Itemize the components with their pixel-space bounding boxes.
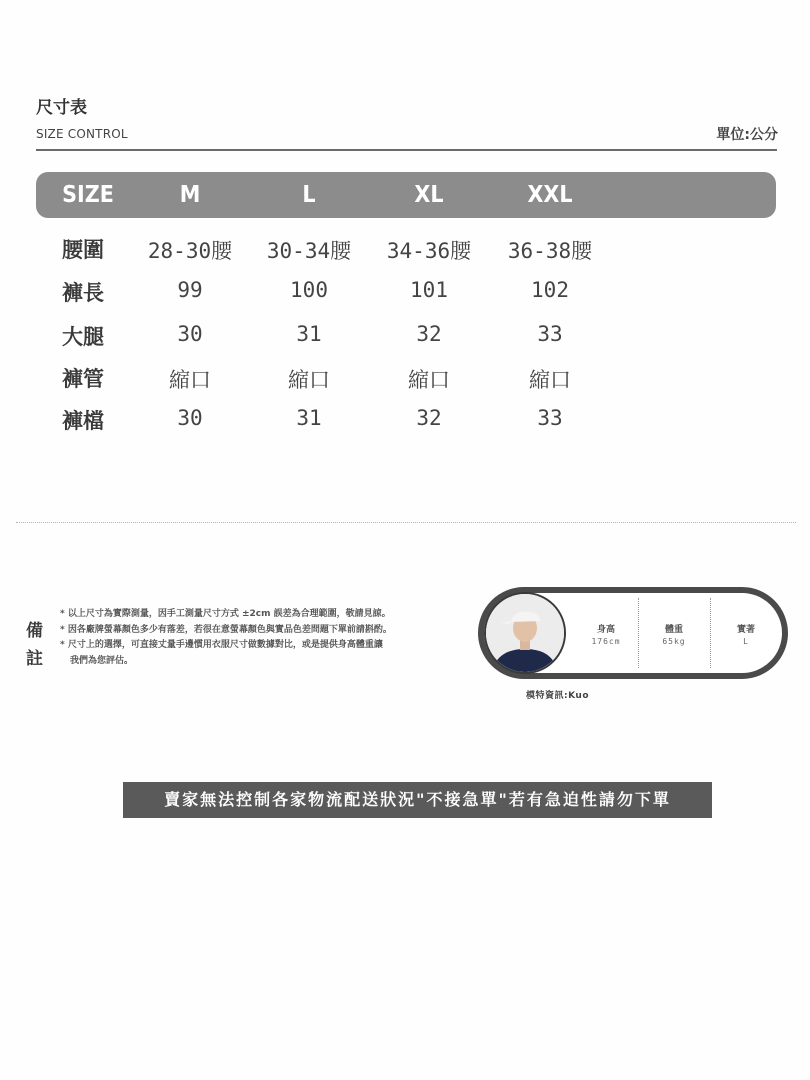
table-cell: 縮口 xyxy=(169,368,211,392)
height-label: 身高 xyxy=(596,625,615,635)
table-cell: 30-34腰 xyxy=(266,239,352,263)
model-photo-icon xyxy=(486,594,564,672)
row-label-thigh: 大腿 xyxy=(62,325,104,349)
header-cell-size: SIZE xyxy=(62,182,114,208)
table-cell: 28-30腰 xyxy=(147,239,233,263)
wear-value: L xyxy=(743,637,749,646)
table-cell: 99 xyxy=(177,278,203,302)
table-cell: 縮口 xyxy=(288,368,330,392)
note-line: * 尺寸上的選擇，可直接丈量手邊慣用衣服尺寸做數據對比，或是提供身高體重讓 xyxy=(60,640,383,650)
model-height xyxy=(573,622,639,646)
header-cell-xl: XL xyxy=(414,182,444,208)
table-cell: 100 xyxy=(290,278,328,302)
model-caption: 模特資訊:Kuo xyxy=(526,691,590,701)
weight-label: 體重 xyxy=(664,625,683,635)
table-cell: 32 xyxy=(416,322,442,346)
size-chart-subtitle: SIZE CONTROL xyxy=(36,127,128,141)
note-line: * 以上尺寸為實際測量，因手工測量尺寸方式 ±2cm 誤差為合理範圍，敬請見諒。 xyxy=(60,609,391,619)
size-chart-title: 尺寸表 xyxy=(36,98,87,118)
header-cell-l: L xyxy=(302,182,316,208)
weight-value: 65kg xyxy=(662,637,686,646)
table-cell: 34-36腰 xyxy=(386,239,472,263)
notes-label-2: 註 xyxy=(26,649,43,669)
row-label-rise: 褲檔 xyxy=(62,409,104,433)
model-wear-size xyxy=(713,622,779,646)
notes-list xyxy=(60,607,475,669)
table-cell: 31 xyxy=(296,322,322,346)
note-line: * 因各廠牌螢幕顏色多少有落差，若很在意螢幕顏色與實品色差問題下單前請斟酌。 xyxy=(60,624,392,635)
row-label-waist: 腰圍 xyxy=(62,238,104,262)
size-header-bar xyxy=(36,172,776,218)
table-cell: 102 xyxy=(531,278,569,302)
table-cell: 36-38腰 xyxy=(507,239,593,263)
row-label-length: 褲長 xyxy=(62,281,104,305)
height-value: 176cm xyxy=(591,637,621,646)
header-divider xyxy=(36,149,777,151)
wear-label: 實著 xyxy=(736,625,755,635)
shipping-notice-banner: 賣家無法控制各家物流配送狀況"不接急單"若有急迫性請勿下單 xyxy=(123,782,712,818)
header-cell-xxl: XXL xyxy=(527,182,573,208)
table-cell: 30 xyxy=(177,322,203,346)
row-label-leg-opening: 褲管 xyxy=(62,367,104,391)
header-cell-m: M xyxy=(179,182,201,208)
table-cell: 32 xyxy=(416,406,442,430)
table-cell: 30 xyxy=(177,406,203,430)
table-cell: 縮口 xyxy=(408,368,450,392)
section-divider xyxy=(16,522,796,523)
table-cell: 33 xyxy=(537,322,563,346)
note-line: 我們為您評估。 xyxy=(70,655,134,666)
model-divider xyxy=(710,598,711,668)
table-cell: 縮口 xyxy=(529,368,571,392)
notes-label-1: 備 xyxy=(26,621,43,641)
table-cell: 33 xyxy=(537,406,563,430)
model-avatar xyxy=(484,592,566,674)
table-cell: 31 xyxy=(296,406,322,430)
model-weight xyxy=(641,622,707,646)
table-cell: 101 xyxy=(410,278,448,302)
unit-label: 單位:公分 xyxy=(716,127,778,143)
